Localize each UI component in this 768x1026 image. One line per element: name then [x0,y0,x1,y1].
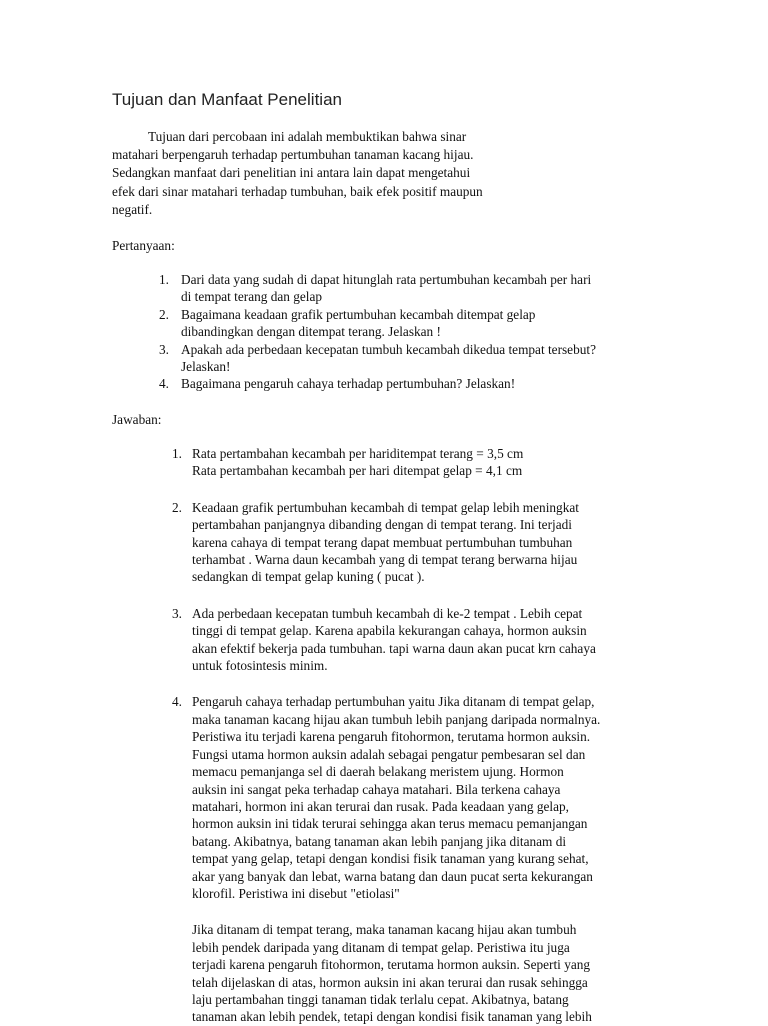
answer-line: Ada perbedaan kecepatan tumbuh kecambah di ke-2 tempat . Lebih cepat [192,605,583,621]
question-line: Dari data yang sudah di dapat hitunglah rata pertumbuhan kecambah per hari [181,272,592,287]
answer-line: Rata pertambahan kecambah per hari ditempat gelap = 4,1 cm [192,463,523,479]
questions-list [157,271,657,393]
question-number: 2. [159,306,169,322]
answer-line: akan efektif bekerja pada tumbuhan. tapi warna daun akan pucat krn cahaya [192,640,596,656]
intro-line: efek dari sinar matahari terhadap tumbuhan, baik efek positif maupun [112,183,483,199]
answer-line: terhambat . Warna daun kecambah yang di tempat terang berwarna hijau [192,552,578,568]
answer-subparagraph [192,921,660,1025]
question-item [157,341,657,376]
question-item [157,271,657,306]
page-title: Tujuan dan Manfaat Penelitian [112,90,342,109]
question-line: Bagaimana pengaruh cahaya terhadap pertumbuhan? Jelaskan! [181,376,516,392]
answer-line: Keadaan grafik pertumbuhan kecambah di tempat gelap lebih meningkat [192,499,579,515]
question-item [157,306,657,341]
intro-paragraph [112,128,552,219]
answer-number: 2. [172,499,182,515]
answer-line: Jika ditanam di tempat terang, maka tanaman kacang hijau akan tumbuh [192,922,577,938]
question-number: 4. [159,376,169,392]
intro-line: Sedangkan manfaat dari penelitian ini antara lain dapat mengetahui [112,165,471,181]
answer-line: maka tanaman kacang hijau akan tumbuh lebih panjang daripada normalnya. [192,711,601,727]
question-line: di tempat terang dan gelap [181,289,323,305]
intro-line: negatif. [112,201,153,217]
answer-line: laju pertambahan tinggi tanaman tidak terlalu cepat. Akibatnya, batang [192,991,569,1007]
answer-line: klorofil. Peristiwa ini disebut "etiolasi" [192,885,400,901]
answer-line: tempat yang gelap, tetapi dengan kondisi fisik tanaman yang kurang sehat, [192,851,589,867]
answer-item [170,445,660,480]
answer-line: Peristiwa itu terjadi karena pengaruh fitohormon, terutama hormon auksin. [192,729,591,745]
questions-label: Pertanyaan: [112,238,175,253]
answer-line: untuk fotosintesis minim. [192,658,328,674]
intro-line: Tujuan dari percobaan ini adalah membuktikan bahwa sinar [148,129,467,144]
answer-line: akar yang banyak dan lebat, warna batang dan daun pucat serta kekurangan [192,868,593,884]
intro-line: matahari berpengaruh terhadap pertumbuhan tanaman kacang hijau. [112,147,474,163]
question-item [157,375,657,392]
answer-line: sedangkan di tempat gelap kuning ( pucat ). [192,569,425,585]
answer-item [170,499,660,586]
answer-line: auksin ini sangat peka terhadap cahaya matahari. Bila terkena cahaya [192,781,561,797]
answers-label: Jawaban: [112,412,162,427]
answer-number: 3. [172,605,182,621]
answer-line: pertambahan panjangnya dibanding dengan di tempat terang. Ini terjadi [192,517,572,533]
answers-list [170,445,660,1026]
answer-number: 4. [172,694,182,710]
answer-line: Fungsi utama hormon auksin adalah sebagai pengatur pembesaran sel dan [192,746,586,762]
answer-line: tanaman akan lebih pendek, tetapi dengan kondisi fisik tanaman yang lebih [192,1009,592,1025]
answer-line: terjadi karena pengaruh fitohormon, terutama hormon auksin. Seperti yang [192,957,591,973]
answer-line: memacu pemanjanga sel di daerah belakang meristem ujung. Hormon [192,764,564,780]
answer-item [170,605,660,675]
question-line: Jelaskan! [181,359,231,375]
answer-line: telah dijelaskan di atas, hormon auksin ini akan terurai dan rusak sehingga [192,974,588,990]
question-line: Bagaimana keadaan grafik pertumbuhan kecambah ditempat gelap [181,306,536,322]
answer-line: Rata pertambahan kecambah per hariditempat terang = 3,5 cm [192,446,524,461]
answer-line: tinggi di tempat gelap. Karena apabila kekurangan cahaya, hormon auksin [192,623,587,639]
answer-line: hormon auksin ini tidak terurai sehingga akan terus memacu pemanjangan [192,816,588,832]
question-line: dibandingkan dengan ditempat terang. Jelaskan ! [181,324,441,340]
answer-number: 1. [172,446,182,461]
answer-line: karena cahaya di tempat terang dapat membuat pertumbuhan tumbuhan [192,534,573,550]
answer-line: batang. Akibatnya, batang tanaman akan lebih panjang jika ditanam di [192,833,567,849]
answer-line: lebih pendek daripada yang ditanam di tempat gelap. Peristiwa itu juga [192,939,570,955]
answer-item [170,693,660,1025]
answer-line: matahari, hormon ini akan terurai dan rusak. Pada keadaan yang gelap, [192,798,569,814]
question-number: 1. [159,272,169,287]
question-number: 3. [159,341,169,357]
question-line: Apakah ada perbedaan kecepatan tumbuh kecambah dikedua tempat tersebut? [181,341,596,357]
answer-line: Pengaruh cahaya terhadap pertumbuhan yaitu Jika ditanam di tempat gelap, [192,694,595,710]
